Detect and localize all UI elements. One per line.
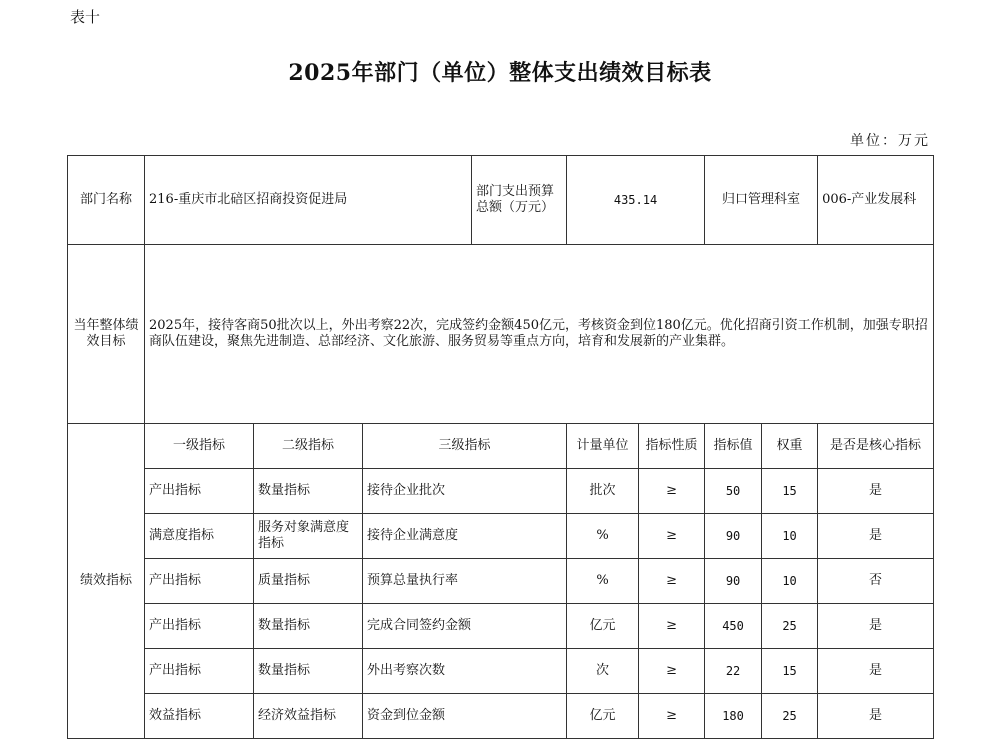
level2-cell: 数量指标	[254, 649, 363, 694]
table-row	[68, 559, 934, 604]
weight-cell: 15	[762, 469, 818, 514]
unit-cell: 次	[567, 649, 639, 694]
nature-cell: ≥	[639, 469, 705, 514]
core-cell: 是	[818, 694, 934, 739]
nature-cell: ≥	[639, 604, 705, 649]
weight-cell: 10	[762, 514, 818, 559]
level2-cell: 经济效益指标	[254, 694, 363, 739]
value-cell: 90	[705, 559, 762, 604]
column-header: 二级指标	[254, 424, 363, 469]
office-label: 归口管理科室	[705, 156, 818, 245]
level1-cell: 产出指标	[145, 469, 254, 514]
column-header: 指标值	[705, 424, 762, 469]
level1-cell: 产出指标	[145, 649, 254, 694]
core-cell: 是	[818, 469, 934, 514]
value-cell: 90	[705, 514, 762, 559]
indicator-header-row	[68, 424, 934, 469]
weight-cell: 25	[762, 694, 818, 739]
unit-cell: 亿元	[567, 604, 639, 649]
goal-text: 2025年，接待客商50批次以上，外出考察22次，完成签约金额450亿元，考核资金到位180亿元。优化招商引资工作机制，加强专职招商队伍建设，聚焦先进制造、总部经济、文化旅游、服务贸易等重点方向，培育和发展新的产业集群。	[145, 245, 934, 424]
unit-cell: %	[567, 559, 639, 604]
value-cell: 450	[705, 604, 762, 649]
value-cell: 180	[705, 694, 762, 739]
column-header: 一级指标	[145, 424, 254, 469]
indicator-section-label: 绩效指标	[68, 424, 145, 739]
level3-cell: 预算总量执行率	[363, 559, 567, 604]
core-cell: 是	[818, 649, 934, 694]
level1-cell: 产出指标	[145, 604, 254, 649]
level1-cell: 产出指标	[145, 559, 254, 604]
level3-cell: 接待企业批次	[363, 469, 567, 514]
weight-cell: 10	[762, 559, 818, 604]
budget-label: 部门支出预算总额（万元）	[472, 156, 567, 245]
unit-label: 单位：万元	[850, 133, 930, 149]
nature-cell: ≥	[639, 649, 705, 694]
level1-cell: 效益指标	[145, 694, 254, 739]
nature-cell: ≥	[639, 694, 705, 739]
column-header: 计量单位	[567, 424, 639, 469]
weight-cell: 15	[762, 649, 818, 694]
dept-name-value: 216-重庆市北碚区招商投资促进局	[145, 156, 472, 245]
table-row	[68, 694, 934, 739]
table-row	[68, 649, 934, 694]
office-value: 006-产业发展科	[818, 156, 934, 245]
level2-cell: 数量指标	[254, 604, 363, 649]
nature-cell: ≥	[639, 514, 705, 559]
level2-cell: 数量指标	[254, 469, 363, 514]
performance-target-table	[67, 155, 934, 739]
unit-cell: 亿元	[567, 694, 639, 739]
table-row	[68, 604, 934, 649]
goal-label: 当年整体绩效目标	[68, 245, 145, 424]
level3-cell: 资金到位金额	[363, 694, 567, 739]
level2-cell: 服务对象满意度指标	[254, 514, 363, 559]
column-header: 三级指标	[363, 424, 567, 469]
nature-cell: ≥	[639, 559, 705, 604]
level3-cell: 完成合同签约金额	[363, 604, 567, 649]
column-header: 权重	[762, 424, 818, 469]
level3-cell: 外出考察次数	[363, 649, 567, 694]
column-header: 指标性质	[639, 424, 705, 469]
document-title: 2025年部门（单位）整体支出绩效目标表	[288, 60, 712, 86]
level1-cell: 满意度指标	[145, 514, 254, 559]
unit-cell: 批次	[567, 469, 639, 514]
level2-cell: 质量指标	[254, 559, 363, 604]
level3-cell: 接待企业满意度	[363, 514, 567, 559]
unit-cell: %	[567, 514, 639, 559]
dept-info-row	[68, 156, 934, 245]
value-cell: 50	[705, 469, 762, 514]
table-row	[68, 469, 934, 514]
goal-row	[68, 245, 934, 424]
core-cell: 是	[818, 604, 934, 649]
table-number: 表十	[70, 8, 101, 26]
weight-cell: 25	[762, 604, 818, 649]
dept-name-label: 部门名称	[68, 156, 145, 245]
budget-value: 435.14	[567, 156, 705, 245]
core-cell: 是	[818, 514, 934, 559]
value-cell: 22	[705, 649, 762, 694]
core-cell: 否	[818, 559, 934, 604]
table-row	[68, 514, 934, 559]
column-header: 是否是核心指标	[818, 424, 934, 469]
